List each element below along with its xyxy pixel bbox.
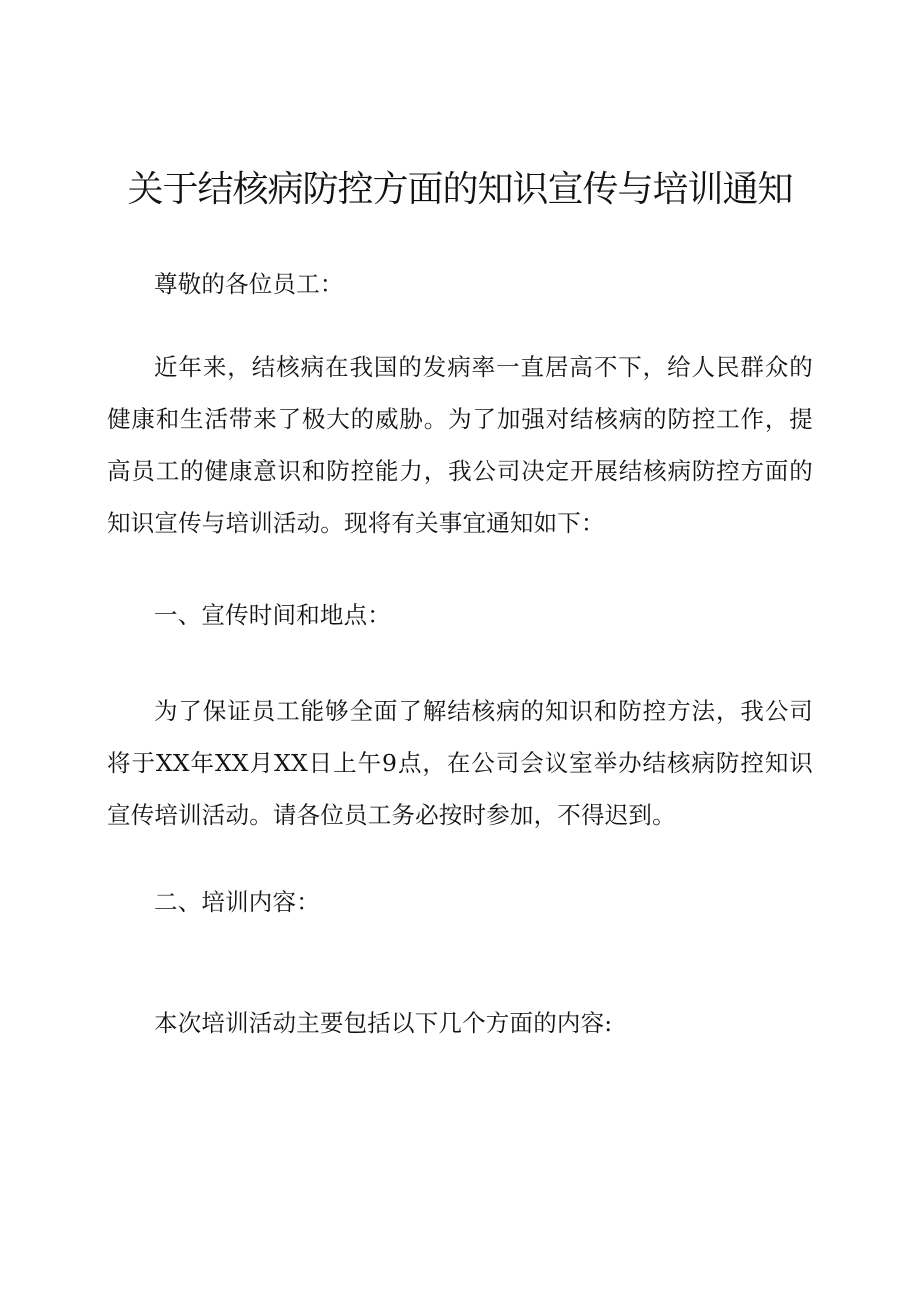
section2-body: 本次培训活动主要包括以下几个方面的内容: — [154, 1009, 613, 1037]
section2-heading: 二、培训内容： — [154, 888, 320, 916]
section1-heading: 一、宣传时间和地点： — [154, 601, 391, 629]
intro-paragraph: 近年来，结核病在我国的发病率一直居高不下，给人民群众的健康和生活带来了极大的威胁。为了加强对结核病的防控工作，提高员工的健康意识和防控能力，我公司决定开展结核病防控方面的知识宣传与培训活动。现将有关事宜通知如下： — [107, 353, 813, 537]
section1-body: 为了保证员工能够全面了解结核病的知识和防控方法，我公司将于XX年XX月XX日上午9点，在公司会议室举办结核病防控知识宣传培训活动。请各位员工务必按时参加，不得迟到。 — [107, 697, 813, 829]
greeting: 尊敬的各位员工： — [154, 270, 344, 298]
document-title: 关于结核病防控方面的知识宣传与培训通知 — [127, 169, 793, 210]
